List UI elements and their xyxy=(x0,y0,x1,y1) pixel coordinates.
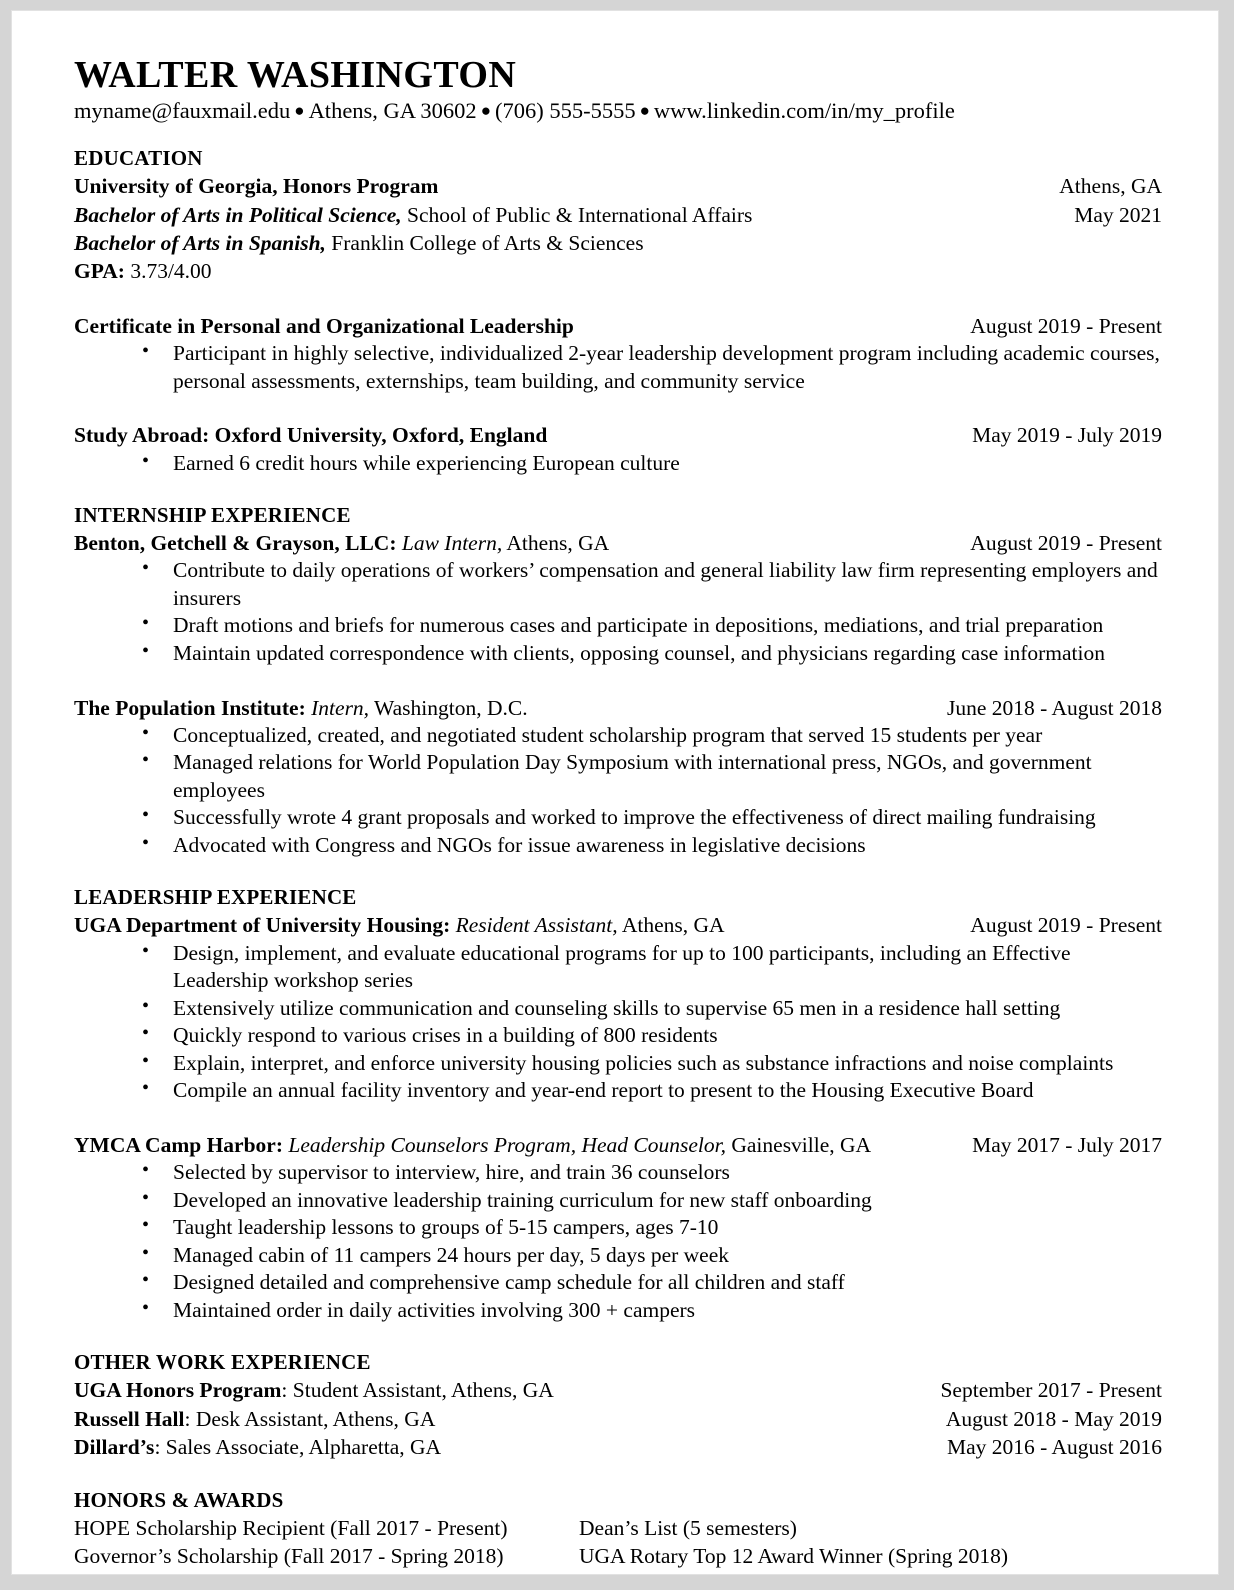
leadership-job-0-date: August 2019 - Present xyxy=(970,913,1162,938)
certificate-date: August 2019 - Present xyxy=(970,313,1162,338)
education-degree1-date: May 2021 xyxy=(1074,202,1162,227)
list-item: • Quickly respond to various crises in a building of 800 residents xyxy=(142,1022,1162,1050)
internship-job-0-org: Benton, Getchell & Grayson, LLC: xyxy=(74,531,397,556)
leadership-job-0-row xyxy=(74,911,1162,939)
leadership-job-1-location: Gainesville, GA xyxy=(725,1132,872,1157)
contact-phone: (706) 555-5555 xyxy=(494,98,636,124)
education-gpa-value: 3.73/4.00 xyxy=(124,259,212,284)
internship-job-0-location: Athens, GA xyxy=(502,531,610,556)
other-work-entry-0-detail: : Student Assistant, Athens, GA xyxy=(281,1378,554,1403)
internship-job-0-role: Law Intern, xyxy=(396,531,503,556)
study-abroad-title: Study Abroad: Oxford University, Oxford, England xyxy=(74,423,548,448)
list-item: • Draft motions and briefs for numerous cases and participate in depositions, mediations, and trial preparation xyxy=(142,612,1162,640)
other-work-entry-2-detail: : Sales Associate, Alpharetta, GA xyxy=(154,1435,442,1460)
internship-job-1-bullets xyxy=(62,722,1162,860)
list-item: • Explain, interpret, and enforce university housing policies such as substance infractions and noise complaints xyxy=(142,1050,1162,1078)
other-work-entry-1-date: August 2018 - May 2019 xyxy=(945,1406,1162,1431)
honors-item: Dean’s List (5 semesters) xyxy=(579,1515,797,1540)
education-degree1-title: Bachelor of Arts in Political Science, xyxy=(74,202,402,227)
section-heading-other-work: OTHER WORK EXPERIENCE xyxy=(74,1350,371,1375)
other-work-row xyxy=(74,1405,1162,1433)
internship-job-1-row xyxy=(74,694,1162,722)
education-degree1-row xyxy=(74,201,1162,229)
education-degree1 xyxy=(74,201,1074,229)
certificate-title: Certificate in Personal and Organizational Leadership xyxy=(74,313,574,338)
candidate-name: WALTER WASHINGTON xyxy=(74,54,517,96)
leadership-job-0-org: UGA Department of University Housing: xyxy=(74,913,451,938)
list-item: • Selected by supervisor to interview, hire, and train 36 counselors xyxy=(142,1159,1162,1187)
section-heading-internship: INTERNSHIP EXPERIENCE xyxy=(74,503,351,528)
list-item: • Earned 6 credit hours while experiencing European culture xyxy=(142,450,1162,478)
internship-job-1-date: June 2018 - August 2018 xyxy=(947,695,1162,720)
other-work-entry-2-org: Dillard’s xyxy=(74,1435,155,1460)
leadership-job-1-row xyxy=(74,1131,1162,1159)
list-item: • Managed cabin of 11 campers 24 hours per day, 5 days per week xyxy=(142,1242,1162,1270)
other-work-row xyxy=(74,1433,1162,1461)
internship-job-0-row xyxy=(74,529,1162,557)
internship-job-1-title xyxy=(74,694,947,722)
study-abroad-bullets xyxy=(62,450,1162,478)
list-item: • Design, implement, and evaluate educational programs for up to 100 participants, including an Effective Leadership workshop series xyxy=(142,940,1162,995)
contact-location: Athens, GA 30602 xyxy=(308,98,477,124)
list-item: • Maintained order in daily activities involving 300 + campers xyxy=(142,1297,1162,1325)
education-degree2 xyxy=(74,229,1162,257)
leadership-job-0-bullets xyxy=(62,940,1162,1105)
study-abroad-row xyxy=(74,421,1162,449)
certificate-bullets xyxy=(62,340,1162,395)
list-item: • Successfully wrote 4 grant proposals and worked to improve the effectiveness of direct mailing fundraising xyxy=(142,804,1162,832)
other-work-row xyxy=(74,1376,1162,1404)
internship-job-1-org: The Population Institute: xyxy=(74,695,306,720)
contact-separator-icon: ● xyxy=(480,101,491,121)
education-degree1-college: School of Public & International Affairs xyxy=(401,202,753,227)
list-item: • Maintain updated correspondence with clients, opposing counsel, and physicians regarding case information xyxy=(142,640,1162,668)
contact-line xyxy=(74,97,1162,124)
education-gpa xyxy=(74,257,1162,285)
resume-page xyxy=(12,11,1218,1574)
list-item: • Advocated with Congress and NGOs for issue awareness in legislative decisions xyxy=(142,832,1162,860)
contact-separator-icon: ● xyxy=(639,101,650,121)
honors-item: HOPE Scholarship Recipient (Fall 2017 - Present) xyxy=(74,1515,508,1540)
leadership-job-0-role: Resident Assistant, xyxy=(450,913,618,938)
other-work-entry-2 xyxy=(74,1433,947,1461)
section-heading-honors: HONORS & AWARDS xyxy=(74,1487,284,1512)
section-heading-education: EDUCATION xyxy=(74,146,203,171)
education-degree2-college: Franklin College of Arts & Sciences xyxy=(325,231,644,256)
leadership-job-1-date: May 2017 - July 2017 xyxy=(972,1132,1162,1157)
honors-list xyxy=(74,1514,1162,1571)
internship-job-1-role: Intern, xyxy=(305,695,370,720)
list-item: • Contribute to daily operations of workers’ compensation and general liability law firm representing employers and insurers xyxy=(142,557,1162,612)
leadership-job-1-title xyxy=(74,1131,972,1159)
education-gpa-label: GPA: xyxy=(74,259,125,284)
education-degree2-title: Bachelor of Arts in Spanish, xyxy=(74,231,326,256)
education-school-location: Athens, GA xyxy=(1059,174,1162,199)
leadership-job-1-org: YMCA Camp Harbor: xyxy=(74,1132,284,1157)
list-item: • Compile an annual facility inventory and year-end report to present to the Housing Executive Board xyxy=(142,1077,1162,1105)
other-work-entry-2-date: May 2016 - August 2016 xyxy=(947,1435,1162,1460)
other-work-entry-1 xyxy=(74,1405,946,1433)
leadership-job-1-role: Leadership Counselors Program, Head Counselor, xyxy=(283,1132,726,1157)
leadership-job-0-location: Athens, GA xyxy=(617,913,725,938)
list-item: • Conceptualized, created, and negotiated student scholarship program that served 15 students per year xyxy=(142,722,1162,750)
internship-job-1-location: Washington, D.C. xyxy=(369,695,528,720)
list-item: • Designed detailed and comprehensive camp schedule for all children and staff xyxy=(142,1269,1162,1297)
study-abroad-date: May 2019 - July 2019 xyxy=(972,423,1162,448)
list-item: • Managed relations for World Population Day Symposium with international press, NGOs, and government employees xyxy=(142,749,1162,804)
other-work-entry-0-org: UGA Honors Program xyxy=(74,1378,282,1403)
contact-linkedin: www.linkedin.com/in/my_profile xyxy=(653,98,955,124)
internship-job-0-bullets xyxy=(62,557,1162,667)
contact-email: myname@fauxmail.edu xyxy=(74,98,291,124)
internship-job-0-date: August 2019 - Present xyxy=(970,531,1162,556)
other-work-entry-0-date: September 2017 - Present xyxy=(940,1378,1162,1403)
section-heading-leadership: LEADERSHIP EXPERIENCE xyxy=(74,885,357,910)
leadership-job-1-bullets xyxy=(62,1159,1162,1324)
resume-content xyxy=(62,55,1162,1570)
other-work-entry-0 xyxy=(74,1376,940,1404)
list-item: • Participant in highly selective, individualized 2-year leadership development program including academic courses, personal assessments, externships, team building, and community service xyxy=(142,340,1162,395)
certificate-row xyxy=(74,312,1162,340)
honors-item: UGA Rotary Top 12 Award Winner (Spring 2018) xyxy=(579,1543,1009,1568)
list-item: • Extensively utilize communication and counseling skills to supervise 65 men in a residence hall setting xyxy=(142,995,1162,1023)
other-work-entry-1-detail: : Desk Assistant, Athens, GA xyxy=(184,1406,436,1431)
internship-job-0-title xyxy=(74,529,970,557)
other-work-entry-1-org: Russell Hall xyxy=(74,1406,185,1431)
list-item: • Developed an innovative leadership training curriculum for new staff onboarding xyxy=(142,1187,1162,1215)
list-item: • Taught leadership lessons to groups of 5-15 campers, ages 7-10 xyxy=(142,1214,1162,1242)
contact-separator-icon: ● xyxy=(294,101,305,121)
leadership-job-0-title xyxy=(74,911,970,939)
education-school-row xyxy=(74,172,1162,200)
education-school: University of Georgia, Honors Program xyxy=(74,174,439,199)
honors-item: Governor’s Scholarship (Fall 2017 - Spring 2018) xyxy=(74,1543,504,1568)
